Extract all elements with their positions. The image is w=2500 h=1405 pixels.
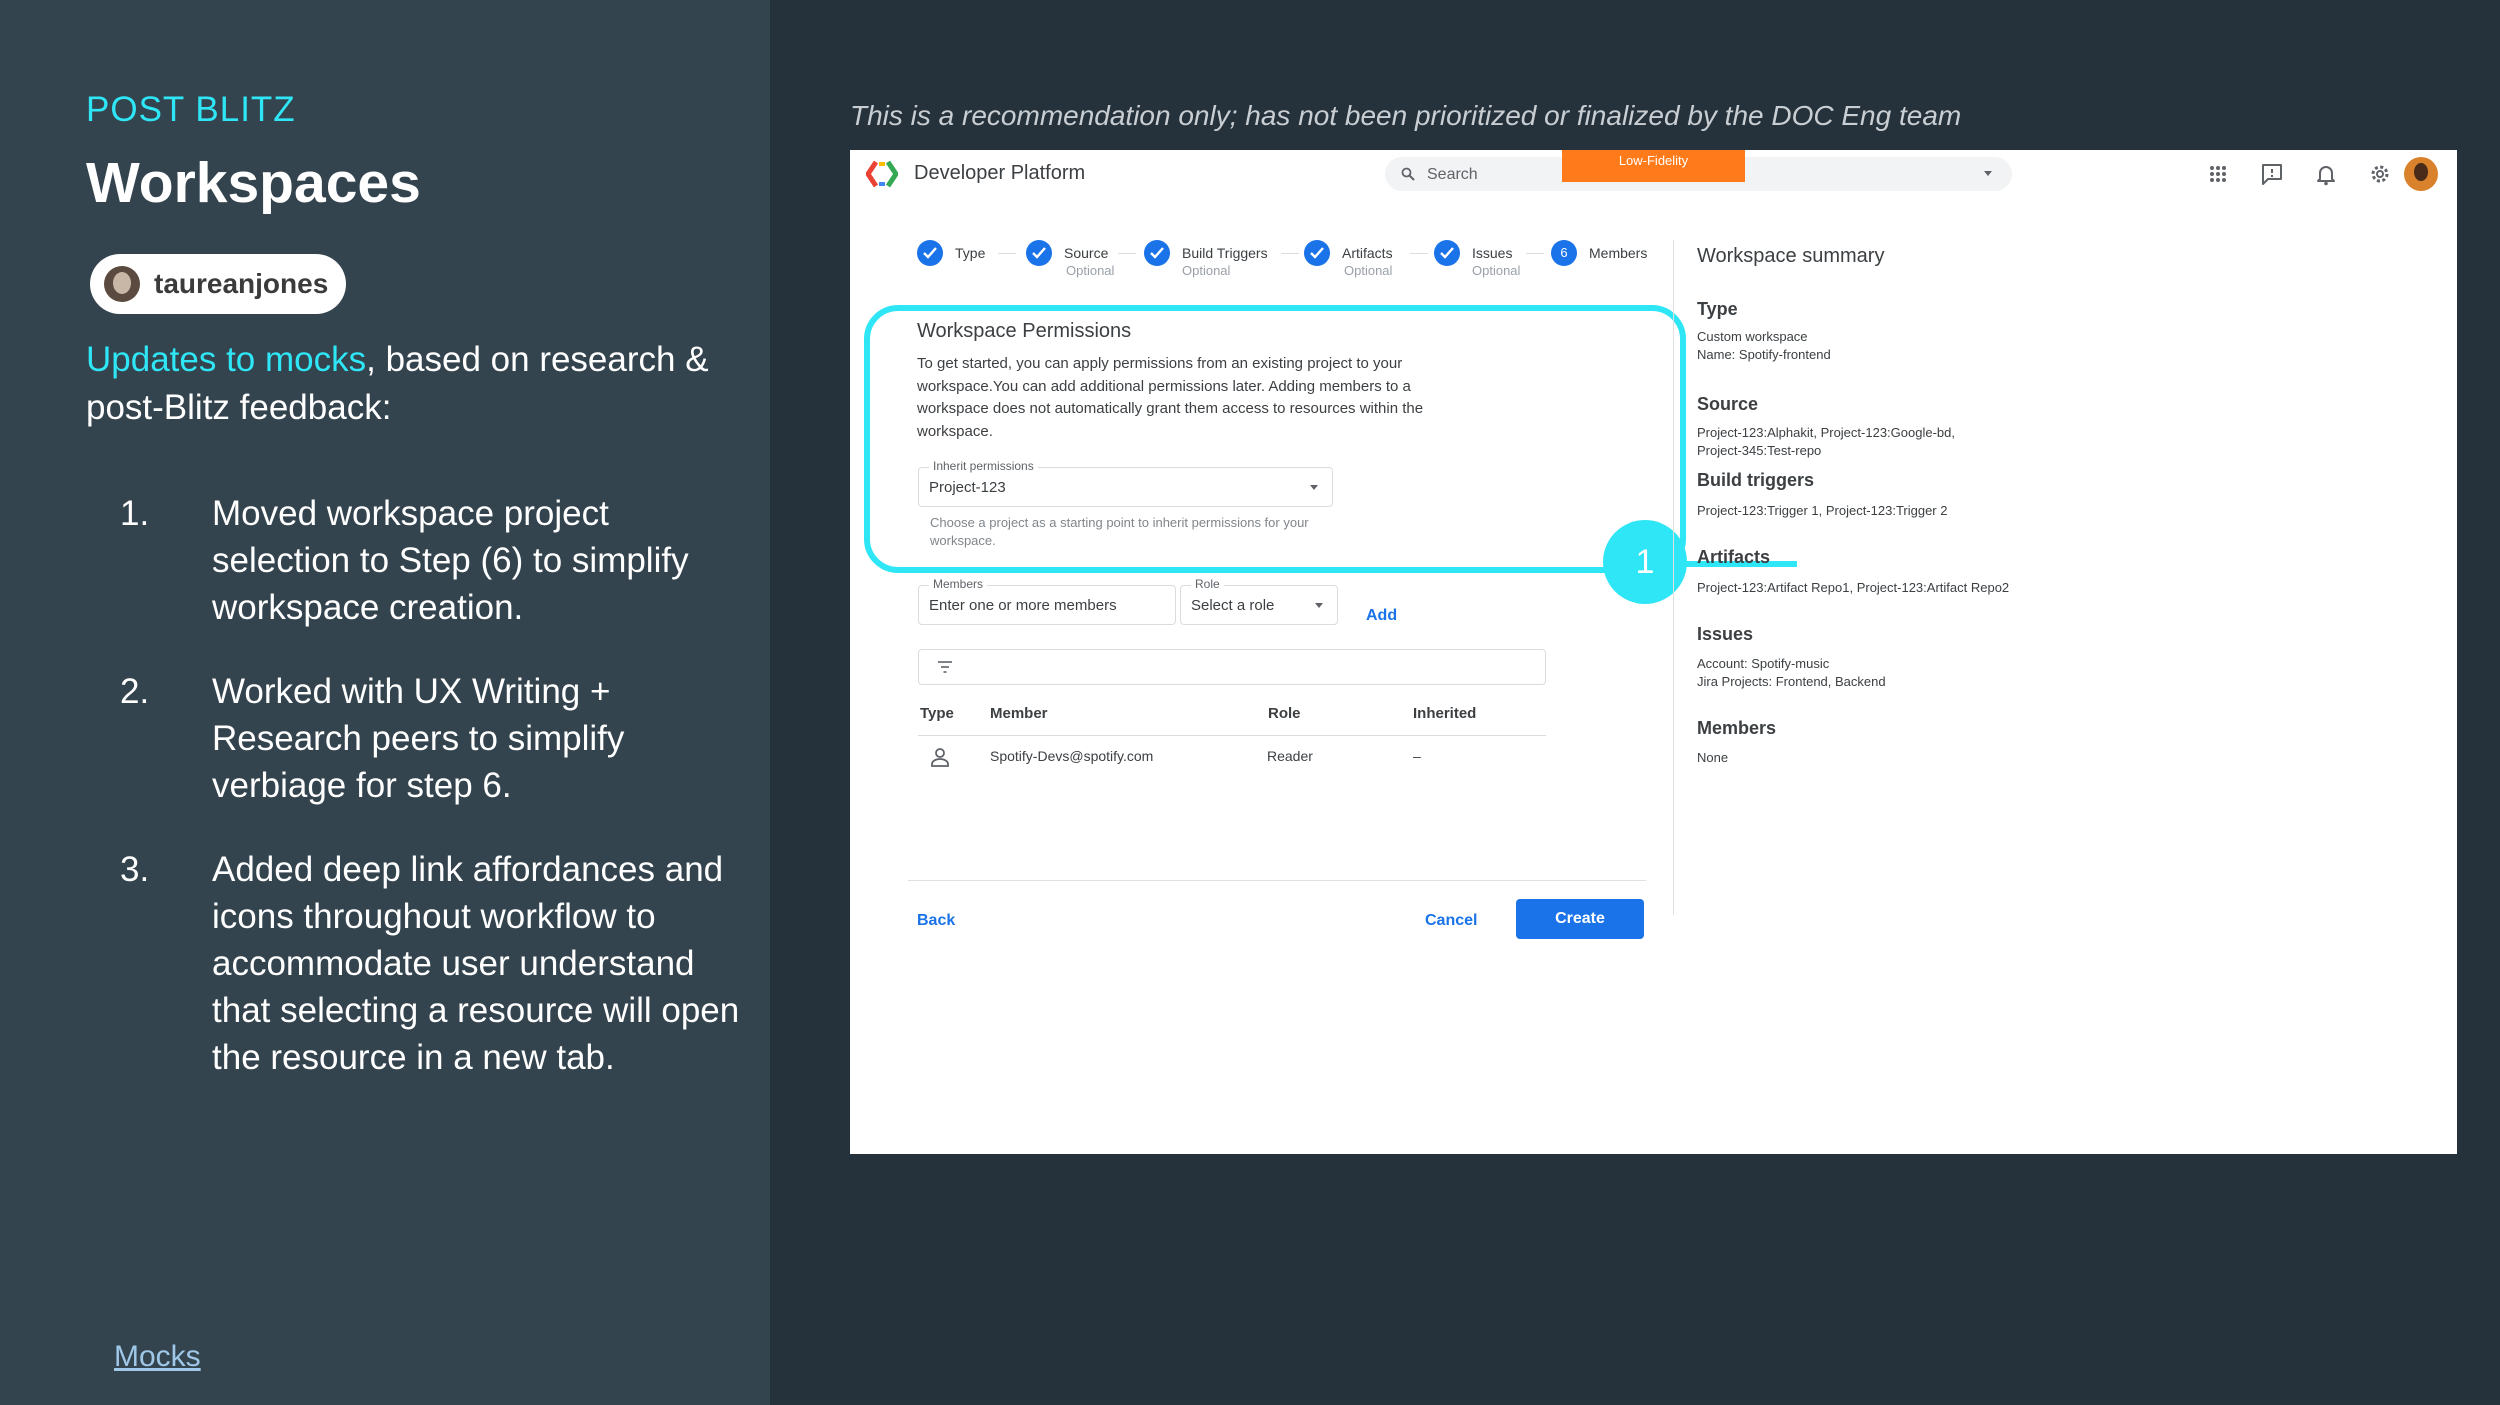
column-header-type: Type [920, 705, 954, 722]
summary-line: Jira Projects: Frontend, Backend [1697, 674, 1886, 689]
summary-value [1697, 579, 2177, 597]
members-input[interactable] [918, 577, 1176, 625]
step-connector [998, 253, 1016, 254]
footer-divider [908, 880, 1646, 881]
intro-text [86, 336, 736, 432]
summary-value [1697, 502, 2177, 520]
avatar [104, 266, 140, 302]
inherit-hint: Choose a project as a starting point to inherit permissions for your workspace. [930, 515, 1309, 548]
step-number: 6 [1551, 240, 1577, 266]
slide-left-panel [0, 0, 770, 1405]
list-number: 2. [120, 672, 150, 711]
step-label: Artifacts [1342, 245, 1393, 261]
notifications-bell-icon[interactable] [2312, 160, 2340, 188]
settings-gear-icon[interactable] [2366, 160, 2394, 188]
cancel-button[interactable]: Cancel [1425, 912, 1478, 929]
summary-heading-type: Type [1697, 299, 1738, 319]
summary-heading-issues: Issues [1697, 624, 1754, 644]
step-label: Members [1589, 245, 1648, 261]
list-item [120, 668, 750, 809]
low-fidelity-banner: Low-Fidelity [1562, 150, 1745, 182]
field-value: Project-123 [929, 479, 1006, 496]
list-text: Added deep link affordances and icons throughout workflow to accommodate user understand that selecting a resource will open the resource in a new tab. [212, 850, 740, 1077]
field-label: Inherit permissions [929, 459, 1038, 473]
table-cell-inherited: – [1413, 748, 1421, 764]
step-label: Issues [1472, 245, 1513, 261]
summary-heading-source: Source [1697, 394, 1759, 414]
intro-rest: , based on research & post-Blitz feedback: [86, 340, 709, 427]
summary-heading-build-triggers: Build triggers [1697, 470, 1815, 490]
callout-highlight-frame [864, 305, 1686, 573]
list-number: 3. [120, 850, 150, 889]
step-connector [1410, 253, 1428, 254]
back-button[interactable]: Back [917, 912, 956, 929]
developer-platform-logo [866, 160, 898, 188]
table-filter-input[interactable] [918, 649, 1546, 685]
column-header-member: Member [990, 705, 1048, 722]
summary-value [1697, 749, 2177, 767]
summary-line: Account: Spotify-music [1697, 656, 1830, 671]
filter-icon [937, 661, 953, 673]
list-text: Moved workspace project selection to Step (6) to simplify workspace creation. [212, 494, 689, 627]
list-item [120, 490, 750, 631]
create-button[interactable]: Create [1516, 899, 1644, 939]
step-label: Type [955, 245, 986, 261]
apps-grid-icon[interactable] [2204, 160, 2232, 188]
step-sublabel: Optional [1472, 263, 1521, 278]
updates-list [120, 490, 750, 1118]
summary-heading-members: Members [1697, 718, 1777, 738]
step-complete-check-icon [1144, 240, 1170, 266]
person-icon [930, 747, 950, 767]
author-name: taureanjones [154, 268, 329, 299]
author-chip[interactable] [90, 254, 346, 314]
summary-line: Custom workspace [1697, 329, 1808, 344]
summary-line: None [1697, 750, 1729, 765]
summary-line: Name: Spotify-frontend [1697, 347, 1831, 362]
mock-screenshot [850, 150, 2457, 1154]
step-label: Build Triggers [1182, 245, 1268, 261]
list-item [120, 846, 750, 1081]
search-icon [1401, 167, 1415, 181]
search-input[interactable]: Search [1427, 166, 1478, 183]
slide-title: Workspaces [86, 151, 421, 215]
step-connector [1118, 253, 1136, 254]
field-label: Role [1191, 577, 1224, 591]
summary-line: Project-123:Trigger 1, Project-123:Trigger 2 [1697, 503, 1948, 518]
permissions-title: Workspace Permissions [917, 320, 1132, 342]
step-complete-check-icon [1434, 240, 1460, 266]
table-header-divider [918, 735, 1546, 736]
top-bar [850, 150, 2457, 198]
members-placeholder: Enter one or more members [929, 597, 1117, 614]
field-label: Members [929, 577, 987, 591]
table-cell-role: Reader [1267, 748, 1313, 764]
summary-title: Workspace summary [1697, 245, 1885, 267]
feedback-icon[interactable] [2258, 160, 2286, 188]
mocks-link[interactable]: Mocks [114, 1340, 201, 1373]
intro-highlight: Updates to mocks [86, 340, 367, 379]
permissions-description: To get started, you can apply permissions from an existing project to your workspace.You can add additional permissions later. Adding members to a workspace does not automatically grant them access to resources within the workspace. [917, 355, 1424, 440]
chevron-down-icon[interactable] [1984, 171, 1992, 176]
summary-value [1697, 328, 2177, 364]
step-complete-check-icon [1026, 240, 1052, 266]
summary-line: Project-345:Test-repo [1697, 443, 1822, 458]
callout-badge: 1 [1603, 520, 1687, 604]
user-avatar[interactable] [2404, 157, 2438, 191]
slide-tag: POST BLITZ [86, 90, 296, 129]
app-title: Developer Platform [914, 162, 1086, 184]
list-text: Worked with UX Writing + Research peers to simplify verbiage for step 6. [212, 672, 625, 805]
summary-value [1697, 424, 2177, 460]
column-header-inherited: Inherited [1413, 705, 1477, 722]
role-placeholder: Select a role [1191, 597, 1275, 614]
column-header-role: Role [1268, 705, 1301, 722]
summary-line: Project-123:Alphakit, Project-123:Google-bd, [1697, 425, 1955, 440]
summary-line: Project-123:Artifact Repo1, Project-123:Artifact Repo2 [1697, 580, 2010, 595]
role-select[interactable] [1180, 577, 1338, 625]
summary-value [1697, 655, 2177, 691]
list-number: 1. [120, 494, 150, 533]
step-connector [1281, 253, 1299, 254]
step-sublabel: Optional [1182, 263, 1231, 278]
summary-divider [1673, 240, 1674, 915]
step-sublabel: Optional [1066, 263, 1115, 278]
chevron-down-icon [1315, 603, 1323, 608]
recommendation-note: This is a recommendation only; has not been prioritized or finalized by the DOC Eng team [850, 100, 1962, 131]
add-member-button[interactable]: Add [1366, 607, 1398, 624]
summary-heading-artifacts: Artifacts [1697, 547, 1771, 567]
step-complete-check-icon [1304, 240, 1330, 266]
table-cell-member[interactable]: Spotify-Devs@spotify.com [990, 748, 1154, 764]
step-complete-check-icon [917, 240, 943, 266]
step-sublabel: Optional [1344, 263, 1393, 278]
step-connector [1526, 253, 1544, 254]
step-label: Source [1064, 245, 1109, 261]
